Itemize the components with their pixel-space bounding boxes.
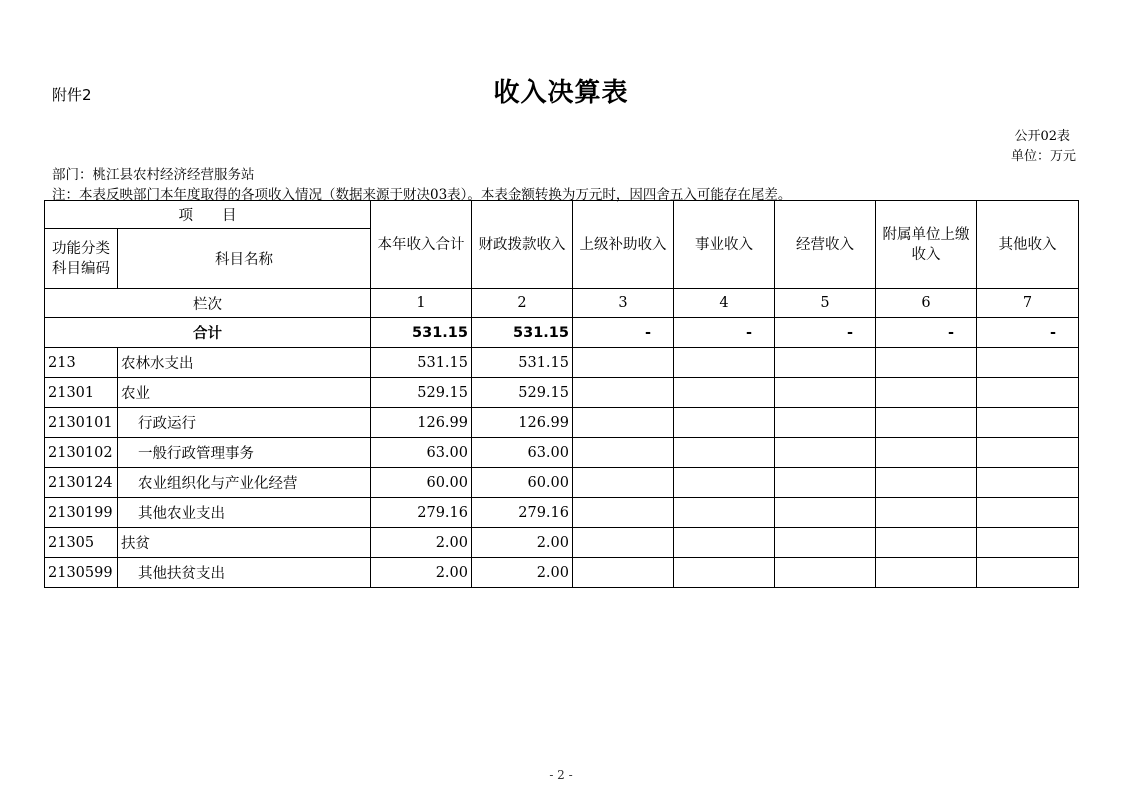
row-business <box>674 408 775 438</box>
row-name: 农业组织化与产业化经营 <box>118 468 371 498</box>
row-affiliated <box>876 528 977 558</box>
row-total: 529.15 <box>371 378 472 408</box>
table-row <box>45 378 1079 408</box>
header-business: 事业收入 <box>674 201 775 289</box>
page-number: - 2 - <box>549 768 573 782</box>
total-value: - <box>977 318 1079 348</box>
row-total: 2.00 <box>371 528 472 558</box>
department-label: 部门：桃江县农村经济经营服务站 <box>52 167 255 183</box>
row-operating <box>775 348 876 378</box>
row-operating <box>775 378 876 408</box>
row-affiliated <box>876 438 977 468</box>
row-code: 21301 <box>45 378 118 408</box>
row-other <box>977 408 1079 438</box>
row-total: 126.99 <box>371 408 472 438</box>
form-number: 公开02表 <box>1014 129 1070 144</box>
row-code: 213 <box>45 348 118 378</box>
row-affiliated <box>876 378 977 408</box>
total-value: 531.15 <box>371 318 472 348</box>
row-affiliated <box>876 498 977 528</box>
row-superior <box>573 528 674 558</box>
row-other <box>977 528 1079 558</box>
row-operating <box>775 438 876 468</box>
column-number: 7 <box>977 289 1079 318</box>
row-other <box>977 468 1079 498</box>
total-value: - <box>674 318 775 348</box>
row-code: 21305 <box>45 528 118 558</box>
header-superior: 上级补助收入 <box>573 201 674 289</box>
row-superior <box>573 498 674 528</box>
row-code: 2130599 <box>45 558 118 588</box>
row-business <box>674 378 775 408</box>
income-table <box>44 200 1079 588</box>
row-superior <box>573 378 674 408</box>
row-other <box>977 438 1079 468</box>
row-fiscal: 279.16 <box>472 498 573 528</box>
row-name: 其他扶贫支出 <box>118 558 371 588</box>
row-fiscal: 60.00 <box>472 468 573 498</box>
row-name: 农业 <box>118 378 371 408</box>
row-total: 531.15 <box>371 348 472 378</box>
row-fiscal: 63.00 <box>472 438 573 468</box>
total-value: - <box>573 318 674 348</box>
row-affiliated <box>876 408 977 438</box>
header-code: 功能分类科目编码 <box>45 229 118 289</box>
row-other <box>977 558 1079 588</box>
total-label: 合计 <box>45 318 371 348</box>
table-row <box>45 498 1079 528</box>
header-item: 项 目 <box>45 201 371 229</box>
row-total: 279.16 <box>371 498 472 528</box>
row-code: 2130199 <box>45 498 118 528</box>
row-superior <box>573 468 674 498</box>
row-name: 一般行政管理事务 <box>118 438 371 468</box>
row-operating <box>775 528 876 558</box>
row-affiliated <box>876 558 977 588</box>
column-label: 栏次 <box>45 289 371 318</box>
row-code: 2130124 <box>45 468 118 498</box>
column-number: 1 <box>371 289 472 318</box>
table-row <box>45 468 1079 498</box>
row-operating <box>775 558 876 588</box>
column-number: 5 <box>775 289 876 318</box>
row-other <box>977 498 1079 528</box>
table-row <box>45 528 1079 558</box>
row-total: 63.00 <box>371 438 472 468</box>
row-superior <box>573 348 674 378</box>
row-other <box>977 378 1079 408</box>
total-value: 531.15 <box>472 318 573 348</box>
row-business <box>674 438 775 468</box>
row-affiliated <box>876 468 977 498</box>
row-total: 60.00 <box>371 468 472 498</box>
row-business <box>674 468 775 498</box>
table-row <box>45 558 1079 588</box>
page-title: 收入决算表 <box>493 78 629 108</box>
row-fiscal: 2.00 <box>472 558 573 588</box>
row-total: 2.00 <box>371 558 472 588</box>
row-fiscal: 529.15 <box>472 378 573 408</box>
table-note: 注：本表反映部门本年度取得的各项收入情况（数据来源于财决03表）。本表金额转换为万元时，因四舍五入可能存在尾差。 <box>52 187 792 203</box>
row-superior <box>573 558 674 588</box>
header-fiscal: 财政拨款收入 <box>472 201 573 289</box>
row-code: 2130101 <box>45 408 118 438</box>
table-row <box>45 408 1079 438</box>
header-total-income: 本年收入合计 <box>371 201 472 289</box>
table-row <box>45 348 1079 378</box>
row-superior <box>573 408 674 438</box>
table-row <box>45 438 1079 468</box>
column-number: 2 <box>472 289 573 318</box>
total-row <box>45 318 1079 348</box>
row-name: 其他农业支出 <box>118 498 371 528</box>
row-superior <box>573 438 674 468</box>
row-name: 农林水支出 <box>118 348 371 378</box>
row-operating <box>775 408 876 438</box>
header-name: 科目名称 <box>118 229 371 289</box>
unit-label: 单位：万元 <box>1010 149 1076 164</box>
row-business <box>674 498 775 528</box>
row-business <box>674 528 775 558</box>
row-operating <box>775 468 876 498</box>
row-fiscal: 531.15 <box>472 348 573 378</box>
row-fiscal: 2.00 <box>472 528 573 558</box>
column-number: 4 <box>674 289 775 318</box>
row-affiliated <box>876 348 977 378</box>
row-business <box>674 558 775 588</box>
attachment-label: 附件2 <box>52 86 92 104</box>
total-value: - <box>876 318 977 348</box>
row-other <box>977 348 1079 378</box>
row-name: 行政运行 <box>118 408 371 438</box>
row-name: 扶贫 <box>118 528 371 558</box>
column-number: 6 <box>876 289 977 318</box>
row-business <box>674 348 775 378</box>
total-value: - <box>775 318 876 348</box>
column-number: 3 <box>573 289 674 318</box>
row-fiscal: 126.99 <box>472 408 573 438</box>
row-operating <box>775 498 876 528</box>
header-affiliated: 附属单位上缴收入 <box>876 201 977 289</box>
header-operating: 经营收入 <box>775 201 876 289</box>
row-code: 2130102 <box>45 438 118 468</box>
header-other: 其他收入 <box>977 201 1079 289</box>
